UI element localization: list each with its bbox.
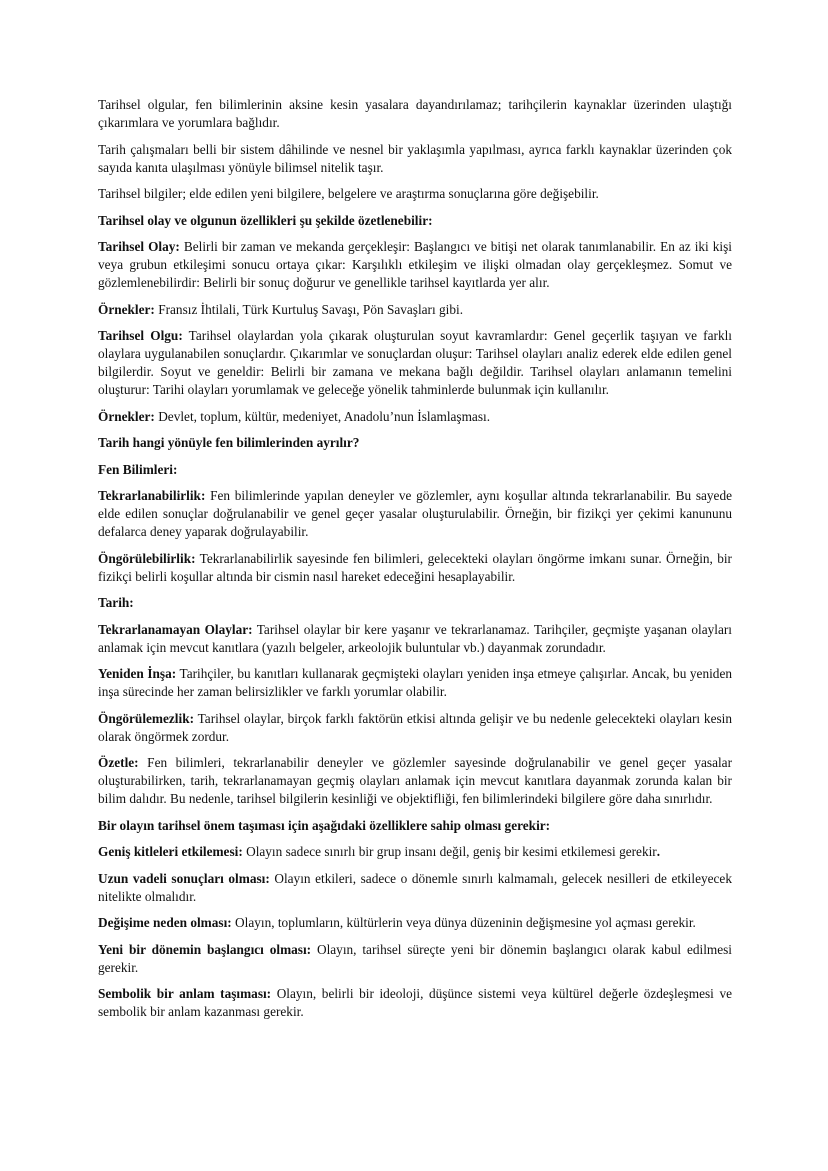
examples-olgu	[98, 408, 732, 426]
heading-text: Tarih hangi yönüyle fen bilimlerinden ayrılır?	[98, 435, 360, 450]
term: Özetle:	[98, 755, 139, 770]
definition-text: Tarihçiler, bu kanıtları kullanarak geçmişteki olayları yeniden inşa etmeye çalışırlar. Ancak, bu yeniden inşa sürecinde her zaman belirsizlikler ve farklı yorumlar olabilir.	[98, 666, 732, 699]
definition-tekrarlanamayan-olaylar	[98, 621, 732, 657]
definition-text: Tekrarlanabilirlik sayesinde fen bilimleri, gelecekteki olayları öngörme imkanı sunar. Örneğin, bir fizikçi belirli koşullar altında bir cismin nasıl hareket edeceğini hesaplayabilir.	[98, 550, 732, 584]
examples-olay	[98, 301, 732, 319]
definition-text: Fen bilimleri, tekrarlanabilir deneyler ve gözlemler sayesinde doğrulanabilir ve genel geçer yasalar oluşturabilirken, tarih, tekrarlanamayan geçmiş olayları anlamak için mevcut kanıtlara dayanmak zorunda kalan bir bilim dalıdır. Bu nedenle, tarihsel bilgilerin kesinliği ve objektifliği, fen bilimlerindeki bilgilere göre daha sınırlıdır.	[98, 755, 732, 806]
heading-text: Tarih:	[98, 595, 134, 610]
term: Öngörülemezlik:	[98, 710, 195, 726]
trailing-period: .	[656, 844, 661, 859]
definition-text: Olayın, belirli bir ideoloji, düşünce sistemi veya kültürel değerle özdeşleşmesi ve sembolik bir anlam kazanması gerekir.	[98, 986, 732, 1019]
subsection-heading	[98, 594, 732, 612]
term: Tekrarlanamayan Olaylar:	[98, 621, 253, 637]
definition-text: Olayın sadece sınırlı bir grup insanı değil, geniş bir kesimi etkilemesi gerekir	[242, 844, 657, 859]
term: Yeniden İnşa:	[98, 666, 177, 681]
definition-text: Tarihsel olaylar, birçok farklı faktörün etkisi altında gelişir ve bu nedenle gelecekteki olayları kesin olarak öngörmek zordur.	[98, 710, 732, 744]
definition-text: Olayın etkileri, sadece o dönemle sınırlı kalmamalı, gelecek nesilleri de etkileyecek nitelikte olmalıdır.	[98, 870, 732, 904]
term: Öngörülebilirlik:	[98, 550, 196, 566]
heading-text: Bir olayın tarihsel önem taşıması için aşağıdaki özelliklere sahip olması gerekir:	[98, 817, 551, 833]
term: Tarihsel Olay:	[98, 239, 180, 254]
definition-ongorulemezlik	[98, 710, 732, 746]
term: Değişime neden olması:	[98, 915, 232, 930]
definition-text: Tarihsel olaylardan yola çıkarak oluşturulan soyut kavramlardır: Genel geçerlik taşıyan ve farklı olaylara uygulanabilen sonuçlardır. Çıkarımlar ve sonuçlardan oluşur: Tarihsel olayları analiz ederek elde edilen genel bilgilerdir. Soyut ve geneldir: Belirli bir zamana ve mekana bağlı değildir. Tarihsel olayları anlamanın temelini oluşturur: Tarihi olayları yorumlamak ve geleceğe yönelik tahminlerde bulunmak için kullanılır.	[98, 328, 732, 397]
definition-text: Belirli bir zaman ve mekanda gerçekleşir: Başlangıcı ve bitişi net olarak tanımlanabilir. En az iki kişi veya grubun etkileşimi sonucu ortaya çıkar: Karşılıklı etkileşim ve ilişki olmadan olay gerçekleşmez. Somut ve gözlemlenebilirdir: Belirli bir sonuç doğurur ve genellikle tarihsel kayıtlarda yer alır.	[98, 239, 732, 290]
term: Geniş kitleleri etkilemesi:	[98, 844, 243, 859]
section-heading	[98, 817, 732, 835]
paragraph: Tarihsel olgular, fen bilimlerinin aksine kesin yasalara dayandırılamaz; tarihçilerin kaynaklar üzerinden ulaştığı çıkarımlara ve yorumlara bağlıdır.	[98, 97, 732, 130]
criterion-uzun-vadeli	[98, 870, 732, 906]
subsection-heading	[98, 461, 732, 479]
section-heading	[98, 434, 732, 452]
term: Tekrarlanabilirlik:	[98, 488, 206, 503]
term: Örnekler:	[98, 408, 155, 424]
definition-ongorulebilirlik	[98, 550, 732, 586]
heading-text: Fen Bilimleri:	[98, 461, 178, 477]
definition-yeniden-insa	[98, 665, 732, 701]
criterion-sembolik-anlam	[98, 985, 732, 1021]
criterion-genis-kitleler	[98, 843, 732, 861]
heading-text: Tarihsel olay ve olgunun özellikleri şu şekilde özetlenebilir:	[98, 212, 433, 228]
term: Tarihsel Olgu:	[98, 328, 183, 343]
document-page	[98, 96, 732, 1030]
criterion-yeni-donem	[98, 941, 732, 977]
definition-text: Tarihsel olaylar bir kere yaşanır ve tekrarlanamaz. Tarihçiler, geçmişte yaşanan olayları anlamak için mevcut kanıtlara (yazılı belgeler, arkeolojik buluntular vb.) dayanmak zorundadır.	[98, 621, 732, 655]
criterion-degisime-neden	[98, 914, 732, 932]
definition-text: Devlet, toplum, kültür, medeniyet, Anadolu’nun İslamlaşması.	[154, 408, 491, 424]
definition-tekrarlanabilirlik	[98, 487, 732, 541]
term: Uzun vadeli sonuçları olması:	[98, 870, 270, 886]
definition-tarihsel-olay	[98, 238, 732, 292]
definition-tarihsel-olgu	[98, 327, 732, 399]
paragraph: Tarih çalışmaları belli bir sistem dâhilinde ve nesnel bir yaklaşımla yapılması, ayrıca farklı kaynaklar üzerinden çok sayıda kanıta ulaşılması yönüyle bilimsel nitelik taşır.	[98, 141, 732, 175]
term: Yeni bir dönemin başlangıcı olması:	[98, 941, 312, 957]
definition-text: Fen bilimlerinde yapılan deneyler ve gözlemler, aynı koşullar altında tekrarlanabilir. Bu sayede elde edilen sonuçlar doğrulanabilir ve genel geçer yasalar oluşturulabilir. Örneğin, bir fizikçi yer çekimi kanununu defalarca deney yaparak doğrulayabilir.	[98, 488, 732, 539]
definition-text: Olayın, tarihsel süreçte yeni bir dönemin başlangıcı olarak kabul edilmesi gerekir.	[98, 941, 732, 975]
section-heading	[98, 212, 732, 230]
summary-ozetle	[98, 754, 732, 808]
term: Sembolik bir anlam taşıması:	[98, 986, 272, 1001]
definition-text: Fransız İhtilali, Türk Kurtuluş Savaşı, Pön Savaşları gibi.	[154, 301, 464, 317]
paragraph: Tarihsel bilgiler; elde edilen yeni bilgilere, belgelere ve araştırma sonuçlarına göre değişebilir.	[98, 186, 599, 201]
definition-text: Olayın, toplumların, kültürlerin veya dünya düzeninin değişmesine yol açması gerekir.	[231, 915, 696, 930]
term: Örnekler:	[98, 301, 155, 317]
